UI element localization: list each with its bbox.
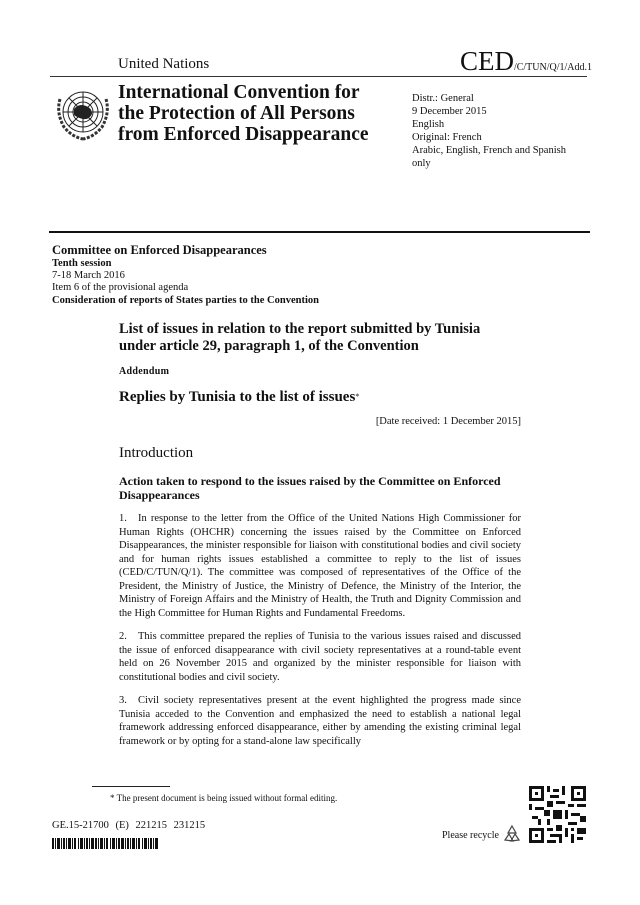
replies-title-text: Replies by Tunisia to the list of issues [119,389,356,405]
paragraph-number: 2. [119,631,127,642]
replies-title [119,389,521,406]
paragraph-text: This committee prepared the replies of Tunisia to the various issues raised and discussed the issue of enforced disappearance with civil society representatives at a round-table event held on 26 November 2015 and organized by the minister responsible for liaison with constitutional bodies and civil society. [119,631,521,683]
date-code: 231215 [173,820,206,831]
committee-block [52,243,319,307]
recycle-icon [502,824,522,847]
section-heading: Introduction [119,445,194,461]
committee-title: Committee on Enforced Disappearances [52,243,267,257]
paragraph-text: In response to the letter from the Office of the United Nations High Commissioner for Human Rights (OHCHR) concerning the issues raised by the Committee on Enforced Disappearances, the minister responsible for liaison with constitutional bodies and civil society and for human rights issues established a committee to reply to the list of issues (CED/C/TUN/Q/1). The committee was composed of representatives of the Office of the President, the Ministry of Justice, the Ministry of Defence, the Ministry of the Interior, the Ministry of Foreign Affairs and the Ministry of Health, the Truth and Dignity Commission and the High Committee for Human Rights and Fundamental Freedoms. [119,513,521,619]
job-number: GE.15-21700 (E) [52,820,129,831]
job-number-line [52,820,205,831]
footnote-rule [92,786,170,787]
convention-title-line: from Enforced Disappearance [118,124,369,145]
paragraph-3 [119,694,521,748]
recycle-notice [442,824,522,847]
addendum-label: Addendum [119,366,170,377]
session-dates: 7-18 March 2016 [52,270,125,282]
subsection-heading: Action taken to respond to the issues raised by the Committee on Enforced Disappearances [119,474,501,502]
un-emblem-icon [52,83,114,145]
agenda-item: Item 6 of the provisional agenda [52,282,189,294]
convention-title [118,82,369,145]
convention-title-line: the Protection of All Persons [118,103,355,124]
paragraph-1 [119,512,521,620]
paragraph-text: Civil society representatives present at the event highlighted the progress made since Tunisia acceded to the Convention and emphasized the need to establish a national legal framework addressing enforced disappearance, either by amending the existing criminal legal framework or by opting for a stand-alone law specifically [119,695,521,747]
distr-language: English [412,119,445,130]
date-received: [Date received: 1 December 2015] [375,416,521,427]
symbol-suffix: /C/TUN/Q/1/Add.1 [513,62,592,73]
barcode-icon [52,836,160,847]
section-rule [49,231,590,233]
header-rule [50,76,587,77]
distr-date: 9 December 2015 [412,106,487,117]
paragraph-number: 3. [119,695,127,706]
organization-name: United Nations [118,56,210,72]
distr-languages-cont: only [412,158,431,169]
date-code: 221215 [135,820,168,831]
distribution-block [412,92,566,170]
qr-code-icon [529,786,586,843]
paragraph-number: 1. [119,513,127,524]
distr-line: Distr.: General [412,93,474,104]
document-symbol [460,46,592,77]
document-title [119,321,521,354]
document-body [119,321,521,748]
document-title-line: List of issues in relation to the report submitted by Tunisia [119,321,481,337]
distr-languages: Arabic, English, French and Spanish [412,145,566,156]
recycle-label: Please recycle [442,830,499,841]
footnote: * The present document is being issued without formal editing. [110,793,338,803]
symbol-main: CED [459,46,514,76]
agenda-title: Consideration of reports of States parties to the Convention [52,294,319,306]
distr-original: Original: French [412,132,482,143]
document-title-line: under article 29, paragraph 1, of the Convention [119,337,419,354]
session: Tenth session [52,258,112,269]
paragraph-2 [119,630,521,684]
footnote-marker[interactable]: * [355,392,360,401]
convention-title-line: International Convention for [118,82,360,103]
